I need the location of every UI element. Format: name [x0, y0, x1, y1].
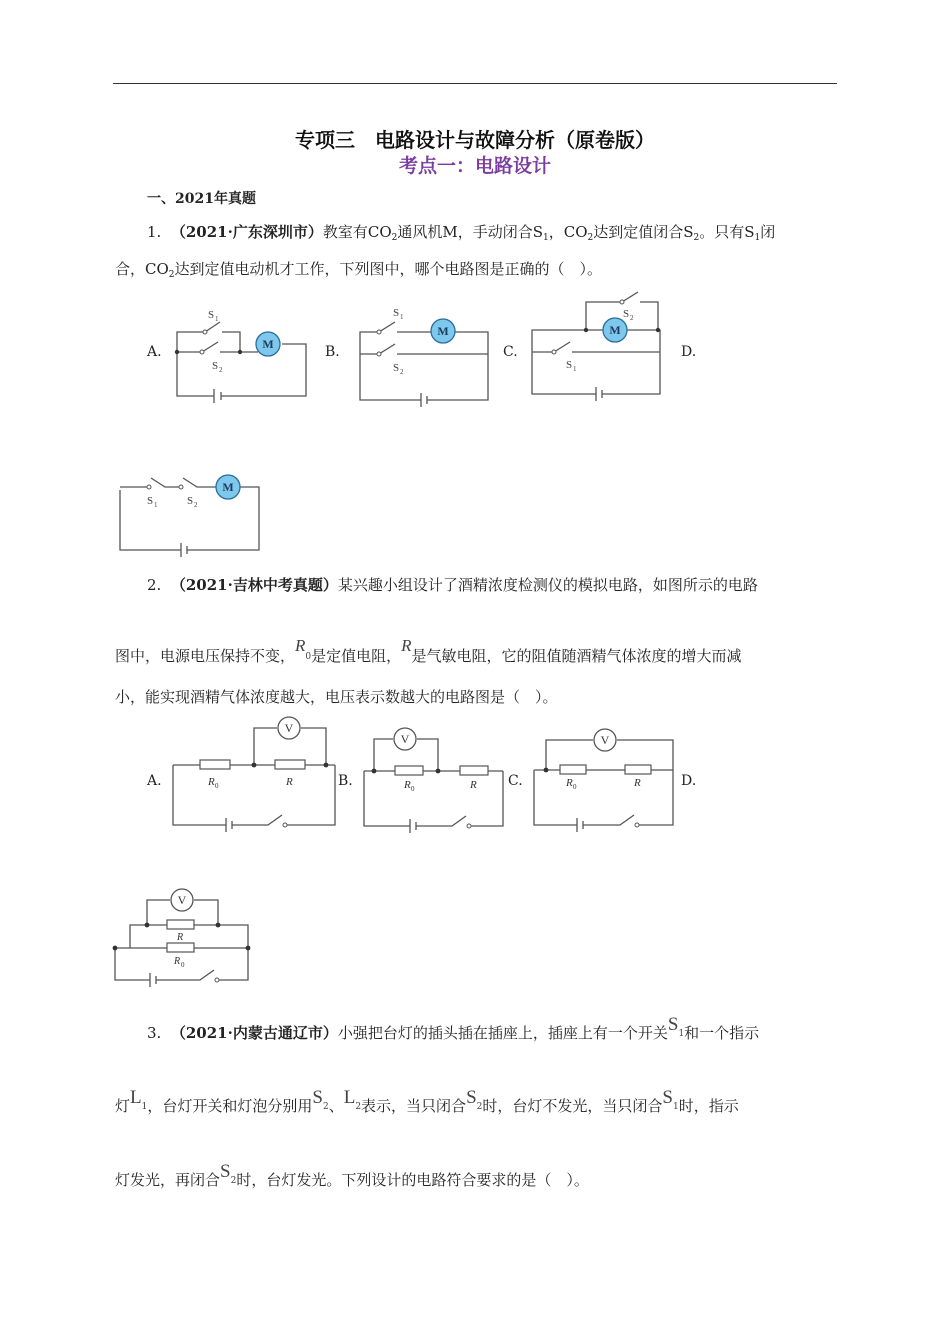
svg-text:M: M — [609, 323, 621, 337]
q2-circuit-d — [110, 885, 260, 990]
svg-text:0: 0 — [215, 782, 219, 790]
svg-text:M: M — [437, 324, 449, 338]
svg-text:R: R — [177, 932, 184, 943]
svg-text:V: V — [177, 893, 187, 907]
q1a-motor-label: M — [262, 337, 274, 351]
svg-text:R: R — [174, 956, 181, 967]
q1-line-2: 合，$CO_2$达到定值电动机才工作，下列图中，哪个电路图是正确的（ ）。 — [115, 260, 603, 280]
q2-option-b: B. — [338, 773, 353, 789]
q3-line-2: 灯L1，台灯开关和灯泡分别用S2、L2表示，当只闭合S2时，台灯不发光，当只闭合S1时，指示 — [115, 1087, 739, 1115]
svg-text:0: 0 — [573, 783, 577, 791]
q2-circuit-a — [170, 715, 340, 830]
svg-text:2: 2 — [400, 368, 404, 376]
svg-text:S: S — [208, 309, 215, 321]
svg-text:R: R — [404, 779, 411, 791]
svg-text:R: R — [634, 777, 641, 789]
page-title: 专项三 电路设计与故障分析（原卷版） — [295, 128, 655, 152]
svg-text:1: 1 — [154, 501, 158, 509]
svg-text:S: S — [187, 495, 194, 507]
svg-text:M: M — [222, 480, 234, 494]
svg-text:0: 0 — [411, 785, 415, 793]
svg-text:S: S — [623, 308, 630, 320]
q2-option-d: D. — [681, 773, 697, 789]
svg-text:0: 0 — [181, 961, 185, 969]
svg-text:2: 2 — [630, 314, 634, 322]
svg-text:S: S — [393, 307, 400, 319]
q1-circuit-c — [530, 290, 670, 400]
q1-circuit-d — [115, 470, 265, 555]
q2-line-3: 小，能实现酒精气体浓度越大，电压表示数越大的电路图是（ ）。 — [115, 688, 558, 706]
q2-line-1: 2. （2021·吉林中考真题）某兴趣小组设计了酒精浓度检测仪的模拟电路，如图所示的电路 — [147, 576, 758, 594]
q1-option-c: C. — [503, 344, 518, 360]
svg-text:R: R — [286, 776, 293, 788]
svg-text:S: S — [147, 495, 154, 507]
svg-text:S: S — [566, 359, 573, 371]
q2-circuit-b — [360, 725, 510, 835]
svg-text:1: 1 — [400, 313, 404, 321]
q1-line-1: 1. （2021·广东深圳市）教室有$CO_2$通风机M，手动闭合$S_1$，$CO_2$达到定值闭合$S_2$。只有$S_1$闭 — [147, 223, 776, 243]
header-rule — [113, 83, 837, 84]
section-heading: 一、2021年真题 — [147, 191, 256, 207]
svg-text:V: V — [400, 732, 410, 746]
svg-text:S: S — [393, 362, 400, 374]
svg-text:V: V — [284, 721, 294, 735]
svg-text:V: V — [600, 733, 610, 747]
q1-circuit-b — [355, 300, 505, 405]
q2-option-c: C. — [508, 773, 523, 789]
q1-circuit-a — [170, 300, 320, 400]
q3-line-1: 3. （2021·内蒙古通辽市）小强把台灯的插头插在插座上，插座上有一个开关S1和一个指示 — [147, 1014, 760, 1042]
svg-text:S: S — [212, 360, 219, 372]
page-subtitle: 考点一：电路设计 — [398, 155, 551, 177]
q1-option-a: A. — [147, 344, 162, 360]
q2-option-a: A. — [147, 773, 162, 789]
svg-text:2: 2 — [194, 501, 198, 509]
q3-line-3: 灯发光，再闭合S2时，台灯发光。下列设计的电路符合要求的是（ ）。 — [115, 1161, 589, 1189]
svg-text:1: 1 — [573, 365, 577, 373]
svg-text:R: R — [470, 779, 477, 791]
q1-option-b: B. — [325, 344, 340, 360]
svg-text:2: 2 — [219, 366, 223, 374]
q2-circuit-c — [530, 725, 680, 835]
q1-option-d: D. — [681, 344, 697, 360]
svg-text:1: 1 — [215, 315, 219, 323]
q2-line-2: 图中，电源电压保持不变，R0是定值电阻，R是气敏电阻，它的阻值随酒精气体浓度的增大而减 — [115, 636, 742, 665]
svg-text:R: R — [566, 777, 573, 789]
svg-text:R: R — [208, 776, 215, 788]
